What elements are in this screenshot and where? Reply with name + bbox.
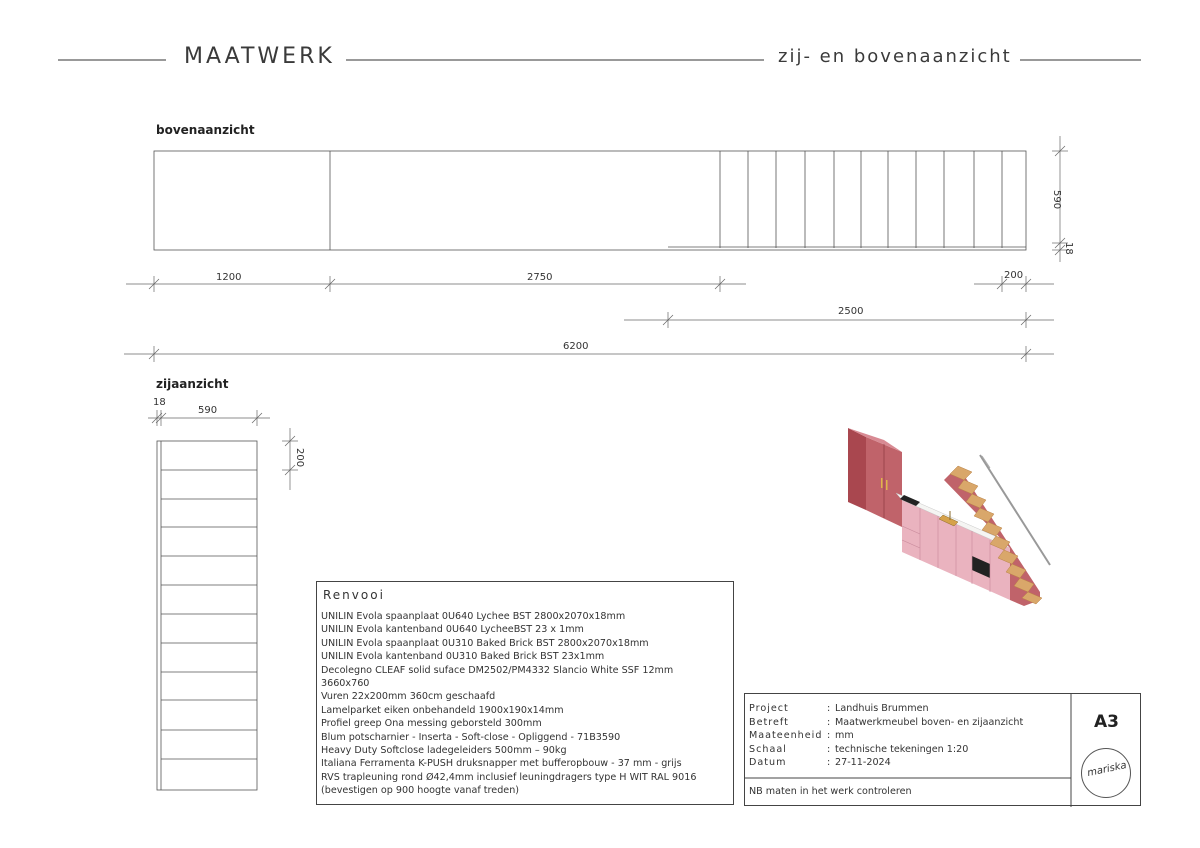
side-dim-590: 590 xyxy=(198,405,218,416)
legend-item: UNILIN Evola kantenband 0U310 Baked Brick BST 23x1mm xyxy=(321,651,605,663)
legend-item: UNILIN Evola spaanplaat 0U640 Lychee BST 2800x2070x18mm xyxy=(321,611,626,622)
legend-box xyxy=(316,581,734,805)
title-block-row-schaal xyxy=(749,743,1023,757)
side-view-drawing xyxy=(157,441,257,790)
legend-title: Renvooi xyxy=(323,588,385,602)
title-block-rows xyxy=(749,702,1023,770)
row-key: Datum xyxy=(749,757,787,769)
legend-item: Profiel greep Ona messing geborsteld 300mm xyxy=(321,718,542,730)
dim-1200: 1200 xyxy=(216,272,242,283)
row-key: Maateenheid xyxy=(749,730,823,742)
row-value: 27-11-2024 xyxy=(835,757,891,769)
row-value: technische tekeningen 1:20 xyxy=(835,743,969,755)
dim-18-vertical: 18 xyxy=(1063,242,1074,255)
legend-item: Blum potscharnier - Inserta - Soft-close - Opliggend - 71B3590 xyxy=(321,731,621,743)
row-separator: : xyxy=(827,743,831,755)
dim-2500: 2500 xyxy=(838,306,864,317)
dim-6200: 6200 xyxy=(563,341,589,352)
tall-cabinet-side xyxy=(848,428,866,510)
row-separator: : xyxy=(827,716,831,728)
row-value: mm xyxy=(835,730,854,742)
legend-item: UNILIN Evola kantenband 0U640 LycheeBST 23 x 1mm xyxy=(321,624,584,636)
legend-item: Heavy Duty Softclose ladegeleiders 500mm – 90kg xyxy=(321,745,567,757)
logo-text: mariska xyxy=(1086,759,1128,780)
title-block-row-betreft xyxy=(749,716,1023,730)
page-subtitle: zij- en bovenaanzicht xyxy=(778,46,1012,67)
top-view-drawing xyxy=(154,151,1026,250)
title-block-row-project xyxy=(749,702,1023,716)
dim-200: 200 xyxy=(1004,270,1024,281)
top-view-label: bovenaanzicht xyxy=(156,123,255,137)
dim-2750: 2750 xyxy=(527,272,553,283)
top-view-outline xyxy=(154,151,1026,250)
side-dim-200: 200 xyxy=(294,448,305,468)
legend-item: Decolegno CLEAF solid suface DM2502/PM4332 Slancio White SSF 12mm xyxy=(321,664,674,676)
legend-item: Lamelparket eiken onbehandeld 1900x190x14mm xyxy=(321,704,564,716)
isometric-render xyxy=(848,428,1050,606)
legend-item: RVS trapleuning rond Ø42,4mm inclusief leuningdragers type H WIT RAL 9016 xyxy=(321,771,697,783)
legend-item: UNILIN Evola spaanplaat 0U310 Baked Brick BST 2800x2070x18mm xyxy=(321,637,649,649)
paper-format: A3 xyxy=(1094,712,1119,732)
side-view-dimension-lines xyxy=(148,410,298,490)
side-dim-18: 18 xyxy=(153,397,166,408)
row-separator: : xyxy=(827,757,831,769)
row-key: Schaal xyxy=(749,743,787,755)
row-key: Project xyxy=(749,703,789,714)
title-block-row-datum xyxy=(749,756,1023,770)
dim-590-vertical: 590 xyxy=(1051,190,1062,210)
title-block xyxy=(744,693,1141,806)
title-block-note: NB maten in het werk controleren xyxy=(749,786,912,797)
row-separator: : xyxy=(827,703,831,714)
legend-item: Vuren 22x200mm 360cm geschaafd xyxy=(321,691,496,703)
row-value: Landhuis Brummen xyxy=(835,703,929,714)
legend-item: (bevestigen op 900 hoogte vanaf treden) xyxy=(321,785,520,797)
legend-item: Italiana Ferramenta K-PUSH druksnapper met bufferopbouw - 37 mm - grijs xyxy=(321,758,682,770)
page-title: MAATWERK xyxy=(184,44,335,69)
legend-item: 3660x760 xyxy=(321,678,370,690)
row-separator: : xyxy=(827,730,831,742)
side-view-label: zijaanzicht xyxy=(156,377,229,391)
row-value: Maatwerkmeubel boven- en zijaanzicht xyxy=(835,716,1024,728)
title-block-row-maateenheid xyxy=(749,729,1023,743)
legend-list xyxy=(321,610,731,798)
top-view-dimension-lines xyxy=(124,136,1068,362)
row-key: Betreft xyxy=(749,716,789,728)
mariska-logo xyxy=(1081,748,1131,798)
